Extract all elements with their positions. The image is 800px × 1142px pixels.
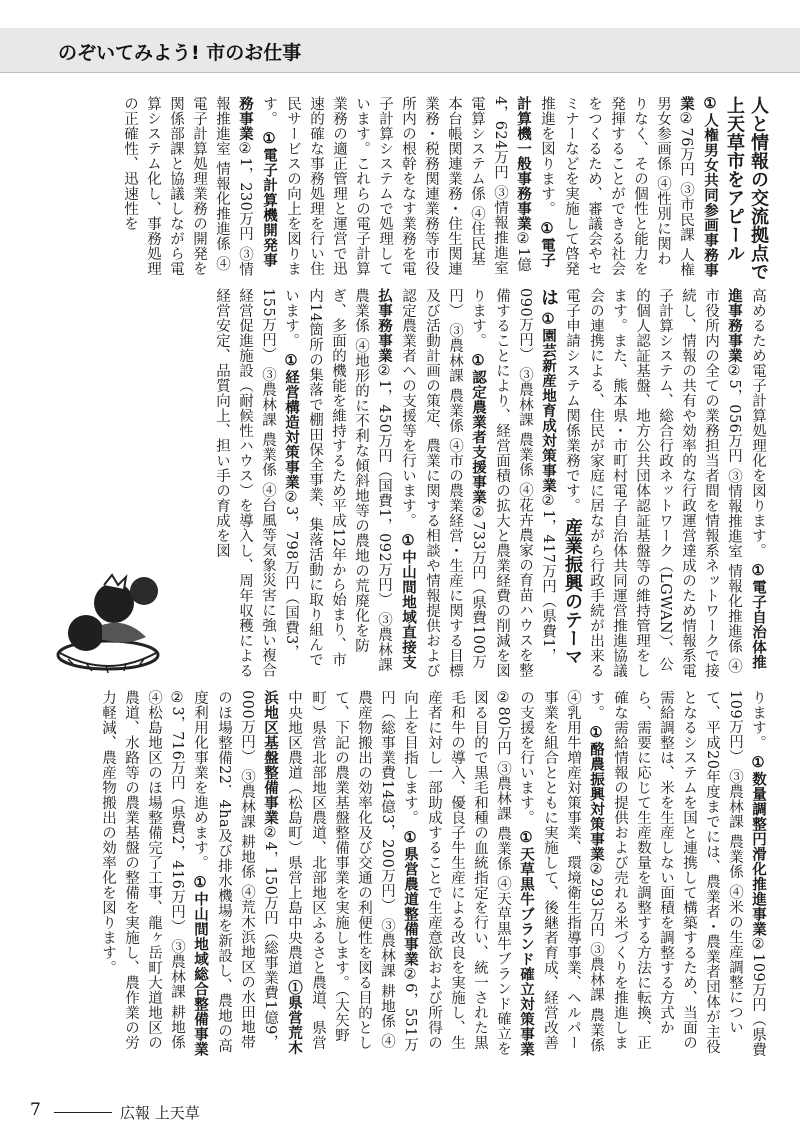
footer-rule: [54, 1112, 112, 1113]
item-heading: ①人権男女共同参画事務事業: [678, 96, 719, 278]
vegetable-basket-illustration: [46, 555, 166, 675]
continued-text: 円） ③農林課 農業係 ④市の農業経営・生産に関する目標及び活動計画の策定、農業に関する相談や情報提供および認定農業者への支援等を行います。: [400, 288, 463, 679]
page-header: [0, 28, 800, 73]
page-number: 7: [30, 1100, 41, 1120]
item-heading: ①電子計算機一般事務事業: [515, 96, 556, 268]
item-heading: ①数量調整円滑化推進事業: [750, 755, 767, 937]
vertical-text-top: [118, 96, 770, 281]
item-heading: ①県営農道整備事業: [402, 830, 419, 967]
vertical-text-bottom: [96, 690, 770, 1060]
item-body: ②733万円（県費100万: [470, 504, 486, 670]
section-heading-exchange: 人と情報の交流拠点で上天草市をアピール: [724, 96, 769, 281]
item-heading: ①中山間地域総合整備事業: [192, 875, 209, 1057]
item-heading: ①認定農業者支援事業: [470, 353, 487, 505]
item-body: ②80万円 ③農林課 農業係 ④天草黒牛ブランド確立を図る目的で黒毛和種の血統指定を行い、統一された黒毛和牛の導入、優良子牛生産による改良を実施し、生産者に対し一部: [426, 690, 511, 1057]
item-body: ②1億4，624万円 ③情報推進室 電算システム係 ④住民基本台帳関連業務・住生関連業務・税務関連業務等市役所内の根幹をなす業務を電子計算システムで処理しています。これらの電子計算業務の適正管理と運営で迅速的確な事務処理を行い住民サービスの向上を図ります。: [261, 96, 531, 276]
item-body: ②76万円 ③市民課 人権男女参画係 ④性別に関わりなく、その個性と能力を発揮することができる社会をつくるため、審議会やセミナーなどを実施して啓発推進を図ります。: [539, 96, 694, 278]
item-heading: ①園芸新産地育成対策事業: [540, 311, 557, 494]
section-heading-industry: 産業振興のテーマは: [538, 288, 583, 667]
vertical-text-middle: [210, 288, 770, 680]
item-body: ②109万円（県費109万円） ③農林課 農業係 ④米の生産調整について、平成20年度までには、農業者・農業者団体が主役となるシステムを国と連携して構築するため、当面の需給調整は、米を生産しない面積を調整する方式から、需要に応じて生産数量を調整する方法に転換、正確な需給情報の提供および売れる米づくりを推進します。: [588, 690, 766, 1058]
continued-text: 助成することで生産意欲および所得の向上を目指します。: [402, 690, 442, 1050]
item-heading: ①電子自治体推進事務事業: [726, 288, 767, 670]
item-heading: ①酪農振興対策事業: [588, 725, 605, 862]
item-body: ②3，716万円（県費2，416万円） ③農林課 耕地係 ④松島地区のほ場整備完了工事、龍ヶ岳町大道地区の農道、水路等の農業基盤の整備を実施し、農作業の労力軽減、農産物搬出の効率化を図ります。: [100, 690, 185, 1050]
item-body: ②6，551万円（総事業費14億3，200万円） ③農林課 耕地係 ④農産物搬出の効率化及び交通の利便性を図る目的として、下記の農業基盤整備事業を実施します。（大矢野町）県営北部地区農道、北部地区ふるさと農道、県営中央地区農道（松島町）県営上島中央農道: [286, 690, 418, 1053]
item-heading: ①天草黒牛ブランド確立対策事業: [518, 830, 535, 1057]
item-body: ②1，417万円（県費1，090万円） ③農林課 農業係 ④花卉農家の育苗ハウスを整備することにより、経営面積の拡大と農業経費の削減を図ります。: [470, 288, 556, 678]
page-title: のぞいてみよう! 市のお仕事: [58, 42, 302, 64]
item-heading: ①経営構造対策事業: [283, 353, 300, 490]
item-body: ②4，150万円（総事業費1億9，000万円） ③農林課 耕地係 ④荒木浜地区の水田地帯のほ場整備22．4ha及び排水機場を新設し、農地の高度利用化事業を進めます。: [192, 690, 278, 1054]
item-body: ②1，450万円（国費1，092万円） ③農林課 農業係 ④地形的に不利な傾斜地等の農地の荒廃化を防ぎ、多面的機能を維持するため平成12年から始まり、市内14箇所の集落で棚田保全事業、集落活動に取り組んでいます。: [283, 288, 392, 673]
item-heading: ①電子計算機開発事務事業: [237, 96, 278, 268]
item-body: ②5，056万円 ③情報推進室 情報化推進係 ④市役所内の全ての業務担当者間を情報系ネットワークで接続し、情報の共有や効率的な行政運営達成のため情報系電子計算システム、総合行政ネットワーク（LGWAN）、公的個人認証基盤、地方公共団体認証基盤等の維持管理をします。また、熊本県・市町村電子自治体共同運営推進協議会の連携による、住民が家庭に居ながら行政手続が出来る電子申請システム関係業務です。: [564, 288, 742, 678]
item-body: ②3，798万円（国費3，155万円） ③農林課 農業係 ④台風等気象災害に強い複合経営促進施設（耐候性ハウス）を導入し、周年収穫による経営安定、品質向上、担い手の育成を図: [214, 288, 299, 678]
continued-text: 高めるため電子計算処理化を図ります。: [750, 288, 766, 558]
column-block-top: [0, 96, 800, 281]
continued-text: ります。: [750, 690, 766, 750]
item-heading: ①県営荒木浜地区基盤整備事業: [262, 690, 303, 1056]
item-body: ②1，230万円 ③情報推進室 情報化推進係 ④電子計算処理業務の開発を関係部課と協議しながら電算システム化し、事務処理の正確性、迅速性を: [122, 96, 253, 277]
column-block-bottom: [0, 690, 800, 1060]
magazine-name: 広報 上天草: [120, 1104, 200, 1122]
item-body: ②293万円 ③農林課 農業係 ④乳用牛増産対策事業、環境衛生指導事業、ヘルパー事業を組合とともに実施して、後継者育成、経営改善の支援を行います。: [518, 690, 604, 1053]
item-heading: ①中山間地域直接支払事務事業: [376, 288, 417, 670]
